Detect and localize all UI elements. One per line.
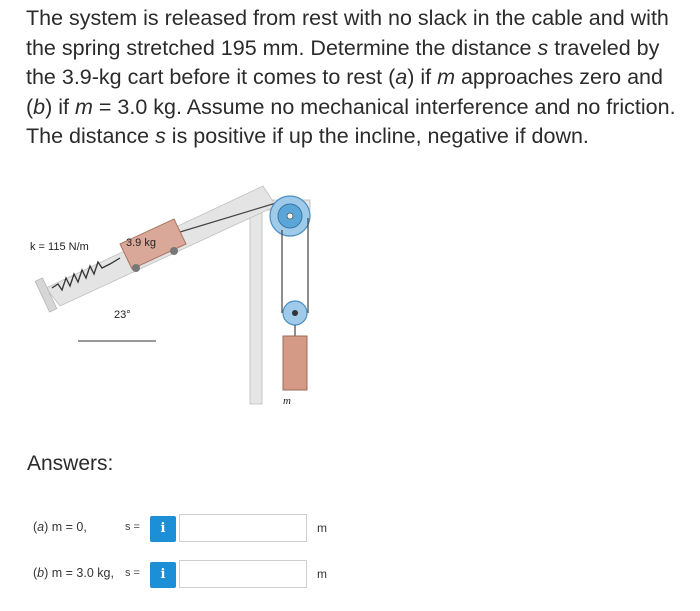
problem-text: is positive if up the incline, negative if down.	[165, 124, 589, 148]
mass-label: m	[283, 395, 291, 407]
problem-var-m: m	[75, 94, 93, 119]
answers-title: Answers:	[27, 452, 114, 475]
answer-input-a[interactable]	[179, 514, 307, 542]
unit-label: m	[317, 567, 327, 581]
unit-label: m	[317, 521, 327, 535]
angle-label: 23°	[114, 309, 131, 321]
problem-text: ) if	[45, 94, 75, 119]
answer-part-a: a	[37, 520, 45, 534]
answer-part-b: b	[37, 566, 45, 580]
top-pulley-pin	[287, 213, 293, 219]
answer-label-text: ) m = 3.0 kg,	[44, 566, 114, 580]
problem-part-a: a	[395, 65, 408, 89]
answer-label-text: ) m = 0,	[44, 520, 87, 534]
problem-text: The system is released from rest with no slack in the cable and with the spring stretched 195 mm. Determine the distance	[26, 6, 669, 60]
problem-var-s: s	[155, 124, 166, 148]
problem-var-s: s	[537, 35, 549, 60]
answer-label-a	[33, 520, 87, 534]
spring-constant-label: k = 115 N/m	[30, 241, 89, 253]
mechanism-figure	[28, 178, 328, 410]
problem-statement	[26, 4, 686, 152]
cart-wheel	[132, 264, 140, 272]
answer-input-b[interactable]	[179, 560, 307, 588]
answer-label-b	[33, 566, 114, 580]
problem-text: = 3.0 kg. Assume no mechanical interference and no friction. The distance	[26, 94, 676, 148]
answer-variable: s =	[125, 521, 140, 533]
answer-label-text: (	[33, 566, 38, 580]
answer-row-a	[33, 514, 683, 544]
problem-text: ) if	[407, 65, 438, 89]
answer-variable: s =	[125, 567, 140, 579]
answer-row-b	[33, 560, 683, 590]
support-post	[250, 208, 262, 404]
problem-var-m: m	[437, 65, 455, 89]
info-button[interactable]: i	[150, 562, 176, 588]
lower-pulley-pin	[292, 310, 298, 316]
problem-part-b: b	[33, 94, 46, 119]
problem-text: approaches zero and (	[26, 65, 663, 119]
cart-wheel	[170, 247, 178, 255]
problem-text: traveled by the 3.9-kg cart before it comes to rest (	[26, 35, 660, 89]
cart-mass-label: 3.9 kg	[126, 237, 156, 249]
hanging-mass	[283, 336, 307, 390]
answer-label-text: (	[33, 520, 38, 534]
info-button[interactable]: i	[150, 516, 176, 542]
